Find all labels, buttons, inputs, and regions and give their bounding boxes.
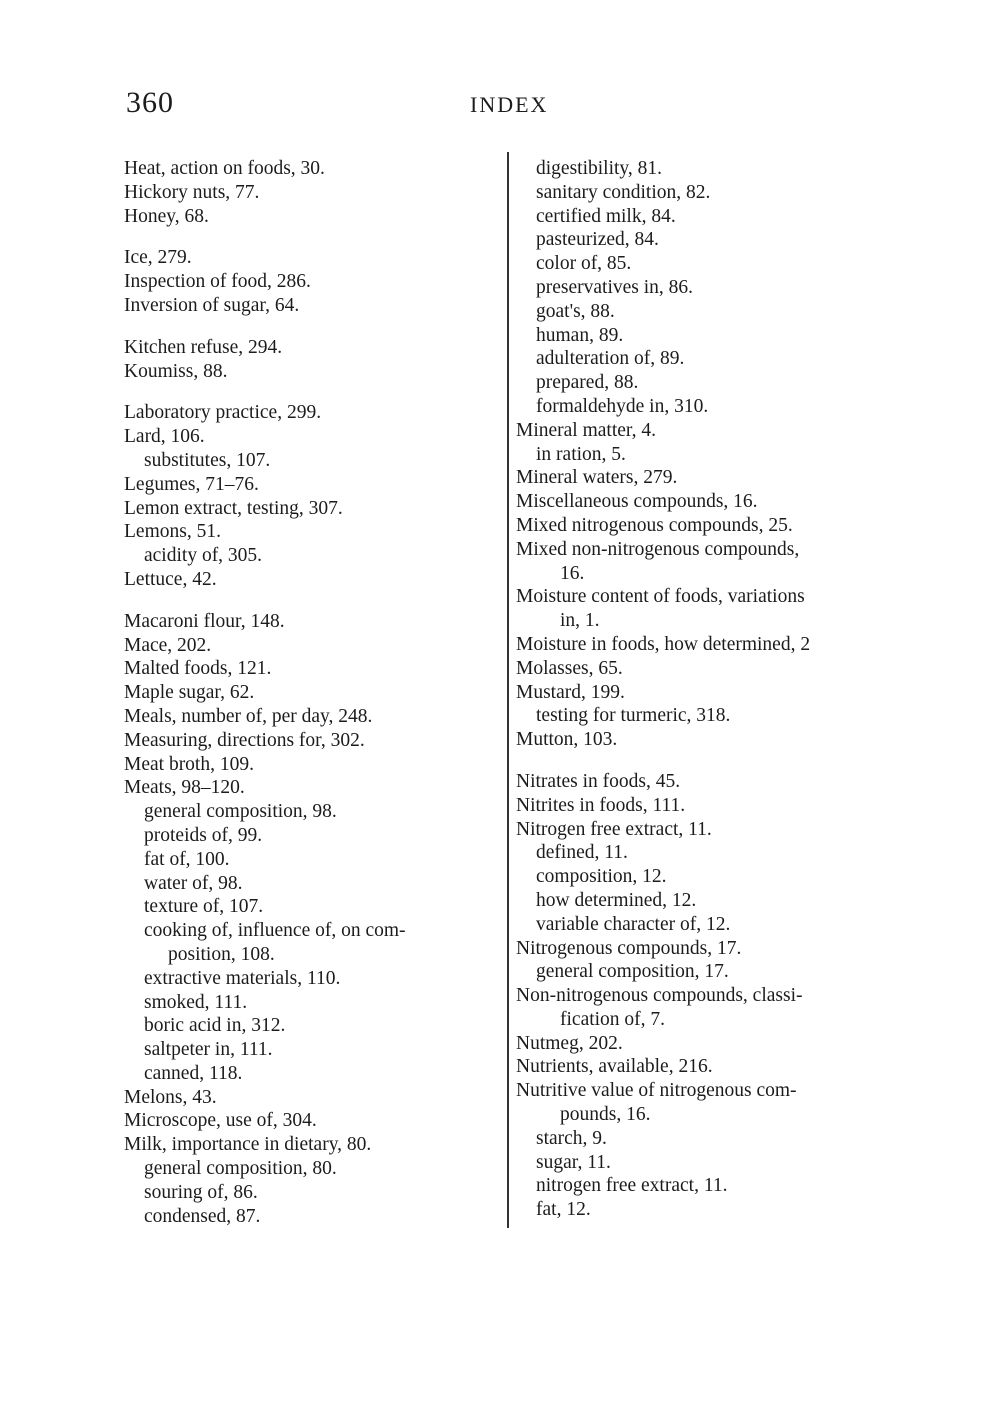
- index-subentry: starch, 9.: [536, 1127, 607, 1149]
- index-entry: Melons, 43.: [124, 1086, 217, 1108]
- index-entry: Malted foods, 121.: [124, 658, 272, 680]
- index-subentry: variable character of, 12.: [536, 913, 731, 935]
- index-entry: Nutritive value of nitrogenous com-: [516, 1080, 797, 1102]
- index-subentry: general composition, 80.: [144, 1158, 337, 1180]
- index-continuation: 16.: [560, 562, 585, 584]
- index-entry: Meals, number of, per day, 248.: [124, 705, 373, 727]
- index-entry: Honey, 68.: [124, 205, 209, 227]
- index-subentry: extractive materials, 110.: [144, 967, 341, 989]
- index-subentry: formaldehyde in, 310.: [536, 395, 709, 417]
- index-entry: Moisture in foods, how determined, 2: [516, 633, 811, 655]
- index-entry: Kitchen refuse, 294.: [124, 336, 283, 358]
- index-subentry: canned, 118.: [144, 1062, 243, 1084]
- index-entry: Lemon extract, testing, 307.: [124, 497, 343, 519]
- index-entry: Inspection of food, 286.: [124, 271, 311, 293]
- index-entry: Meats, 98–120.: [124, 777, 245, 799]
- index-subentry: proteids of, 99.: [144, 824, 263, 846]
- index-entry: Meat broth, 109.: [124, 753, 254, 775]
- index-subentry: certified milk, 84.: [536, 205, 676, 227]
- index-subentry: human, 89.: [536, 324, 624, 346]
- index-entry: Lemons, 51.: [124, 521, 221, 543]
- index-entry: Mutton, 103.: [516, 729, 618, 751]
- index-entry: Measuring, directions for, 302.: [124, 729, 365, 751]
- index-column-right: [516, 157, 894, 1222]
- index-subentry: general composition, 17.: [536, 961, 729, 983]
- index-continuation: in, 1.: [560, 610, 600, 632]
- index-entry: Nutrients, available, 216.: [516, 1056, 713, 1078]
- index-entry: Molasses, 65.: [516, 657, 623, 679]
- index-subentry: condensed, 87.: [144, 1205, 261, 1227]
- index-subentry: boric acid in, 312.: [144, 1015, 286, 1037]
- index-entry: Mustard, 199.: [516, 681, 625, 703]
- index-entry: Non-nitrogenous compounds, classi-: [516, 985, 803, 1007]
- index-subentry: in ration, 5.: [536, 443, 626, 465]
- index-entry: Moisture content of foods, variations: [516, 586, 805, 608]
- index-entry: Nitrogenous compounds, 17.: [516, 937, 742, 959]
- index-entry: Legumes, 71–76.: [124, 473, 259, 495]
- index-entry: Lettuce, 42.: [124, 568, 217, 590]
- index-entry: Nitrogen free extract, 11.: [516, 818, 712, 840]
- index-subentry: fat of, 100.: [144, 848, 230, 870]
- index-entry: Miscellaneous compounds, 16.: [516, 491, 758, 513]
- index-subentry: saltpeter in, 111.: [144, 1039, 273, 1061]
- index-entry: Mineral matter, 4.: [516, 419, 657, 441]
- index-entry: Milk, importance in dietary, 80.: [124, 1134, 372, 1156]
- index-continuation: pounds, 16.: [560, 1104, 651, 1126]
- index-subentry: sugar, 11.: [536, 1151, 611, 1173]
- index-entry: Mixed non-nitrogenous compounds,: [516, 538, 800, 560]
- index-subentry: preservatives in, 86.: [536, 276, 694, 298]
- index-subentry: texture of, 107.: [144, 896, 264, 918]
- index-entry: Macaroni flour, 148.: [124, 610, 285, 632]
- index-subentry: prepared, 88.: [536, 372, 639, 394]
- index-subentry: sanitary condition, 82.: [536, 181, 711, 203]
- index-entry: Lard, 106.: [124, 426, 205, 448]
- index-subentry: digestibility, 81.: [536, 158, 663, 179]
- index-entry: Mineral waters, 279.: [516, 467, 678, 489]
- index-subentry: cooking of, influence of, on com-: [144, 920, 406, 942]
- index-subentry: color of, 85.: [536, 253, 632, 275]
- index-subentry: water of, 98.: [144, 872, 243, 894]
- index-entry: Nitrates in foods, 45.: [516, 770, 681, 792]
- index-subentry: goat's, 88.: [536, 300, 615, 322]
- index-subentry: nitrogen free extract, 11.: [536, 1175, 728, 1197]
- index-continuation: position, 108.: [168, 943, 275, 965]
- index-subentry: pasteurized, 84.: [536, 229, 659, 251]
- index-entry: Nutmeg, 202.: [516, 1032, 623, 1054]
- index-entry: Microscope, use of, 304.: [124, 1110, 317, 1132]
- column-divider: [507, 152, 509, 1228]
- page-number: 360: [126, 86, 174, 119]
- index-subentry: adulteration of, 89.: [536, 348, 685, 370]
- index-subentry: substitutes, 107.: [144, 449, 271, 471]
- index-entry: Hickory nuts, 77.: [124, 181, 260, 203]
- index-entry: Laboratory practice, 299.: [124, 402, 322, 424]
- index-subentry: smoked, 111.: [144, 991, 248, 1013]
- index-entry: Mixed nitrogenous compounds, 25.: [516, 514, 793, 536]
- index-subentry: defined, 11.: [536, 842, 628, 864]
- index-entry: Nitrites in foods, 111.: [516, 794, 686, 816]
- index-entry: Maple sugar, 62.: [124, 682, 255, 704]
- index-subentry: souring of, 86.: [144, 1181, 258, 1203]
- index-subentry: how determined, 12.: [536, 889, 697, 911]
- index-entry: Heat, action on foods, 30.: [124, 158, 325, 179]
- index-column-left: [124, 157, 494, 1228]
- index-entry: Mace, 202.: [124, 634, 212, 656]
- index-entry: Koumiss, 88.: [124, 360, 228, 382]
- running-head: INDEX: [470, 92, 549, 117]
- index-entry: Inversion of sugar, 64.: [124, 294, 300, 316]
- index-subentry: general composition, 98.: [144, 801, 337, 823]
- index-subentry: composition, 12.: [536, 866, 667, 888]
- index-subentry: fat, 12.: [536, 1199, 591, 1221]
- index-entry: Ice, 279.: [124, 247, 192, 269]
- index-continuation: fication of, 7.: [560, 1008, 666, 1030]
- index-subentry: acidity of, 305.: [144, 545, 263, 567]
- index-subentry: testing for turmeric, 318.: [536, 705, 731, 727]
